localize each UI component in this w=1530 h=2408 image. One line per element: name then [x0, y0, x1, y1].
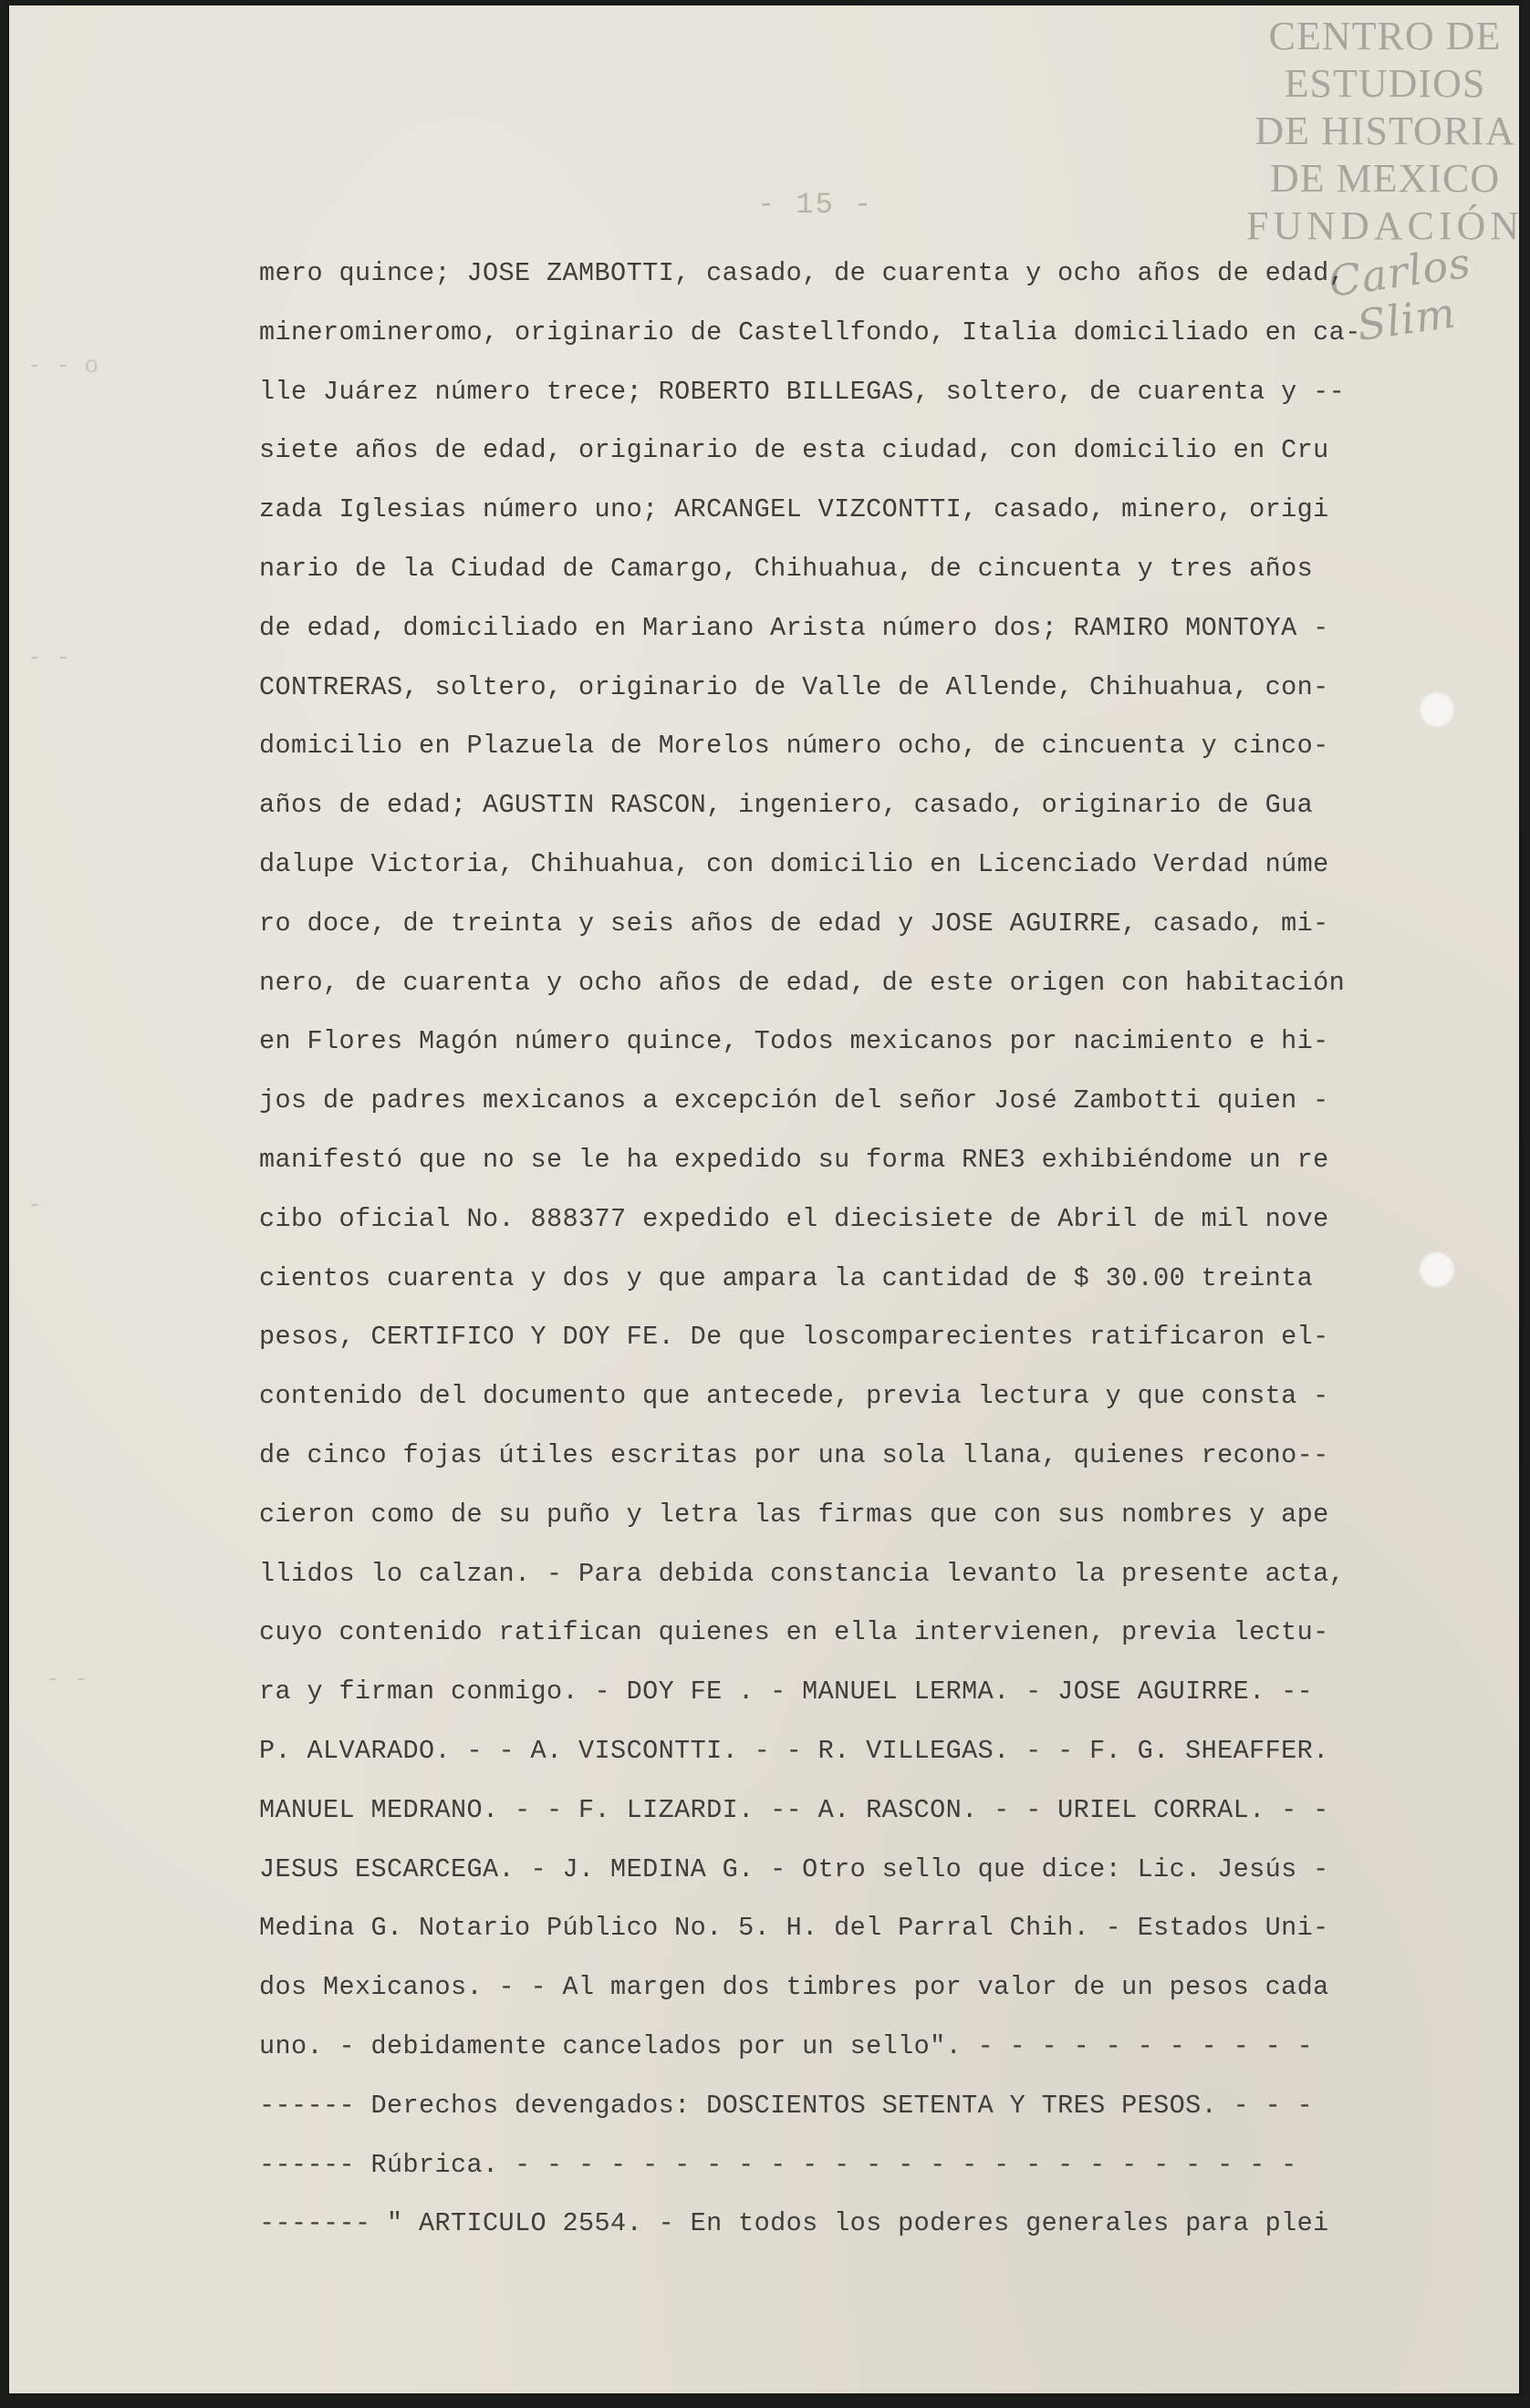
- document-page: [9, 5, 1525, 2393]
- text-line: MANUEL MEDRANO. - - F. LIZARDI. -- A. RASCON. - - URIEL CORRAL. - -: [259, 1794, 1329, 1825]
- text-line: mero quince; JOSE ZAMBOTTI, casado, de cuarenta y ocho años de edad,: [259, 258, 1346, 288]
- text-line: nero, de cuarenta y ocho años de edad, de este origen con habitación: [259, 967, 1346, 998]
- watermark-line-1: CENTRO DE: [1268, 14, 1502, 58]
- bleed-through-mark: - - o: [27, 352, 99, 379]
- text-line: ra y firman conmigo. - DOY FE . - MANUEL LERMA. - JOSE AGUIRRE. --: [259, 1676, 1314, 1707]
- text-line: cuyo contenido ratifican quienes en ella intervienen, previa lectu-: [259, 1617, 1329, 1648]
- bleed-through-mark: - -: [46, 1666, 88, 1693]
- text-line: cientos cuarenta y dos y que ampara la cantidad de $ 30.00 treinta: [259, 1262, 1314, 1293]
- text-line: ro doce, de treinta y seis años de edad y JOSE AGUIRRE, casado, mi-: [259, 908, 1329, 939]
- bleed-through-mark: - -: [27, 644, 70, 671]
- watermark-line-2: ESTUDIOS: [1284, 61, 1486, 106]
- text-line: de edad, domiciliado en Mariano Arista número dos; RAMIRO MONTOYA -: [259, 612, 1329, 643]
- text-line: zada Iglesias número uno; ARCANGEL VIZCONTTI, casado, minero, origi: [259, 494, 1329, 525]
- watermark-signature: Carlos Slim: [1326, 237, 1474, 351]
- text-line: JESUS ESCARCEGA. - J. MEDINA G. - Otro sello que dice: Lic. Jesús -: [259, 1853, 1329, 1884]
- text-line: jos de padres mexicanos a excepción del señor José Zambotti quien -: [259, 1085, 1329, 1116]
- text-line: de cinco fojas útiles escritas por una sola llana, quienes recono--: [259, 1439, 1329, 1470]
- text-line: contenido del documento que antecede, previa lectura y que consta -: [259, 1381, 1329, 1412]
- text-line: domicilio en Plazuela de Morelos número ocho, de cincuenta y cinco-: [259, 731, 1329, 762]
- text-line: años de edad; AGUSTIN RASCON, ingeniero, casado, originario de Gua: [259, 790, 1314, 821]
- text-line: pesos, CERTIFICO Y DOY FE. De que loscomparecientes ratificaron el-: [259, 1322, 1329, 1353]
- text-line: Medina G. Notario Público No. 5. H. del Parral Chih. - Estados Uni-: [259, 1913, 1329, 1944]
- watermark-line-3: DE HISTORIA: [1254, 109, 1515, 153]
- text-line: manifestó que no se le ha expedido su forma RNE3 exhibiéndome un re: [259, 1144, 1329, 1175]
- text-line: cibo oficial No. 888377 expedido el diecisiete de Abril de mil nove: [259, 1203, 1329, 1234]
- text-line: uno. - debidamente cancelados por un sello". - - - - - - - - - - -: [259, 2030, 1314, 2061]
- text-line: siete años de edad, originario de esta ciudad, con domicilio en Cru: [259, 435, 1329, 466]
- text-line: dalupe Victoria, Chihuahua, con domicilio en Licenciado Verdad núme: [259, 848, 1329, 879]
- text-line: lle Juárez número trece; ROBERTO BILLEGAS, soltero, de cuarenta y --: [259, 376, 1346, 407]
- page-number: - 15 -: [757, 188, 874, 222]
- text-line: cieron como de su puño y letra las firmas que con sus nombres y ape: [259, 1499, 1329, 1530]
- text-line: en Flores Magón número quince, Todos mexicanos por nacimiento e hi-: [259, 1026, 1329, 1057]
- text-line: ------- " ARTICULO 2554. - En todos los poderes generales para plei: [259, 2208, 1329, 2239]
- text-line: nario de la Ciudad de Camargo, Chihuahua, de cincuenta y tres años: [259, 553, 1314, 584]
- watermark-line-5: FUNDACIÓN: [1245, 203, 1525, 248]
- typed-text-body: [259, 244, 1504, 2254]
- text-line: dos Mexicanos. - - Al margen dos timbres por valor de un pesos cada: [259, 1972, 1329, 2003]
- text-line: llidos lo calzan. - Para debida constancia levanto la presente acta,: [259, 1558, 1346, 1589]
- bleed-through-mark: -: [27, 1191, 42, 1219]
- text-line: ------ Derechos devengados: DOSCIENTOS SETENTA Y TRES PESOS. - - -: [259, 2090, 1314, 2121]
- text-line: P. ALVARADO. - - A. VISCONTTI. - - R. VILLEGAS. - - F. G. SHEAFFER.: [259, 1735, 1329, 1766]
- text-line: mineromineromo, originario de Castellfondo, Italia domiciliado en ca-: [259, 317, 1361, 348]
- text-line: CONTRERAS, soltero, originario de Valle de Allende, Chihuahua, con-: [259, 671, 1329, 702]
- watermark-line-4: DE MEXICO: [1269, 156, 1501, 201]
- text-line: ------ Rúbrica. - - - - - - - - - - - - - - - - - - - - - - - - -: [259, 2149, 1297, 2180]
